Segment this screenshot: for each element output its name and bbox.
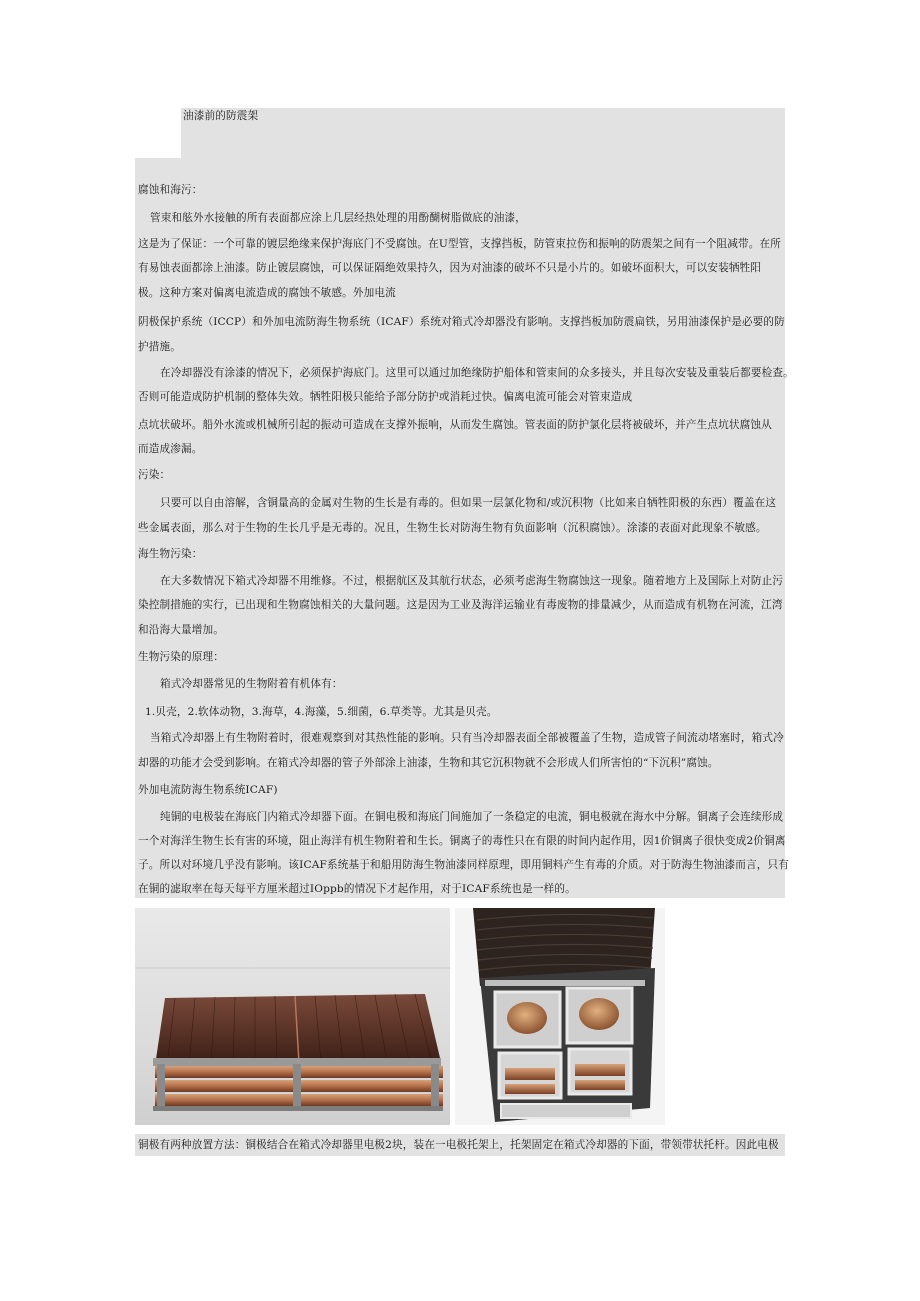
- paragraph-line: 箱式冷却器常见的生物附着有机体有：: [160, 678, 343, 690]
- paragraph-line: 这是为了保证：一个可靠的镀层绝缘来保护海底门不受腐蚀。在U型管，支撑挡板，防管束拉伤和振响的防震架之间有一个阻减带。在所: [138, 238, 781, 250]
- paragraph-line: 极。这种方案对偏离电流造成的腐蚀不敏感。外加电流: [138, 287, 396, 299]
- heading-corrosion: 腐蚀和海污：: [138, 184, 203, 196]
- paragraph-line: 染控制措施的实行，已出现和生物腐蚀相关的大量问题。这是因为工业及海洋运输业有毒废物的排量减少，从而造成有机物在河流，江湾: [138, 599, 783, 611]
- paragraph-line: 子。所以对环境几乎没有影响。该ICAF系统基于和船用防海生物油漆同样原理，即用铜料产生有毒的介质。对于防海生物油漆而言，只有: [138, 859, 790, 871]
- caption-band: [181, 108, 785, 158]
- paragraph-line: 1.贝壳，2.软体动物，3.海草，4.海藻，5.细菌，6.草类等。尤其是贝壳。: [145, 706, 498, 718]
- paragraph-line: 否则可能造成防护机制的整体失效。牺牲阳极只能给予部分防护或消耗过快。偏离电流可能会对管束造成: [138, 391, 633, 403]
- paragraph-line: 点坑状破坏。船外水流或机械所引起的振动可造成在支撑外振响，从而发生腐蚀。管表面的防护氯化层将被破坏，并产生点坑状腐蚀从: [138, 419, 772, 431]
- paragraph-line: 在大多数情况下箱式冷却器不用维修。不过，根据航区及其航行状态，必须考虑海生物腐蚀这一现象。随着地方上及国际上对防止污: [160, 575, 784, 587]
- box-cooler-photo: [135, 908, 450, 1125]
- paragraph-line: 却器的功能才会受到影响。在箱式冷却器的管子外部涂上油漆，生物和其它沉积物就不会形成人们所害怕的“下沉积”腐蚀。: [138, 757, 719, 769]
- heading-fouling: 污染：: [138, 469, 171, 481]
- paragraph-line: 管束和舷外水接触的所有表面都应涂上几层经热处理的用酚醐树脂做底的油漆，: [150, 212, 527, 224]
- paragraph-line: 一个对海洋生物生长有害的环境，阻止海洋有机生物附着和生长。铜离子的毒性只在有限的时间内起作用，因1价铜离子很快变成2价铜离: [138, 835, 786, 847]
- paragraph-line: 在铜的滤取率在每天每平方厘米超过IOppb的情况下才起作用，对于ICAF系统也是一样的。: [138, 883, 576, 895]
- caption-top: 油漆前的防震架: [183, 110, 259, 122]
- paragraph-line: 纯铜的电极装在海底门内箱式冷却器下面。在铜电极和海底门间施加了一条稳定的电流，铜电极就在海水中分解。铜离子会连续形成: [160, 811, 784, 823]
- paragraph-line: 有易蚀表面都涂上油漆。防止镀层腐蚀，可以保证隔绝效果持久，因为对油漆的破坏不只是小片的。如破坏面积大，可以安装牺牲阳: [138, 262, 762, 274]
- cooler-electrode-photo: [455, 908, 665, 1125]
- paragraph-line: 在冷却器没有涂漆的情况下，必须保护海底门。这里可以通过加绝缘防护船体和管束间的众多接头，并且每次安装及重装后都要检查。: [160, 367, 794, 379]
- paragraph-line: 和沿海大量增加。: [138, 624, 224, 636]
- heading-icaf: 外加电流防海生物系统ICAF): [138, 784, 278, 796]
- paragraph-line: 阴极保护系统（ICCP）和外加电流防海生物系统（ICAF）系统对箱式冷却器没有影响。支撑挡板加防震扁铁，另用油漆保护是必要的防: [138, 316, 785, 328]
- paragraph-line: 只要可以自由溶解，含铜量高的金属对生物的生长是有毒的。但如果一层氯化物和/或沉积物（比如来自牺牲阳极的东西）覆盖在这: [160, 497, 777, 509]
- paragraph-line: 些金属表面，那么对于生物的生长几乎是无毒的。况且，生物生长对防海生物有负面影响（沉积腐蚀）。涂漆的表面对此现象不敏感。: [138, 522, 767, 534]
- heading-principle: 生物污染的原理：: [138, 651, 224, 663]
- heading-marine-fouling: 海生物污染：: [138, 548, 203, 560]
- paragraph-line: 护措施。: [138, 341, 181, 353]
- paragraph-line: 而造成渗漏。: [138, 443, 203, 455]
- paragraph-line: 铜极有两种放置方法：铜极结合在箱式冷却器里电极2块，装在一电极托架上，托架固定在箱式冷却器的下面，带领带状托杆。因此电极: [138, 1139, 779, 1151]
- paragraph-line: 当箱式冷却器上有生物附着时，很难观察到对其热性能的影响。只有当冷却器表面全部被覆盖了生物，造成管子间流动堵塞时，箱式冷: [150, 732, 784, 744]
